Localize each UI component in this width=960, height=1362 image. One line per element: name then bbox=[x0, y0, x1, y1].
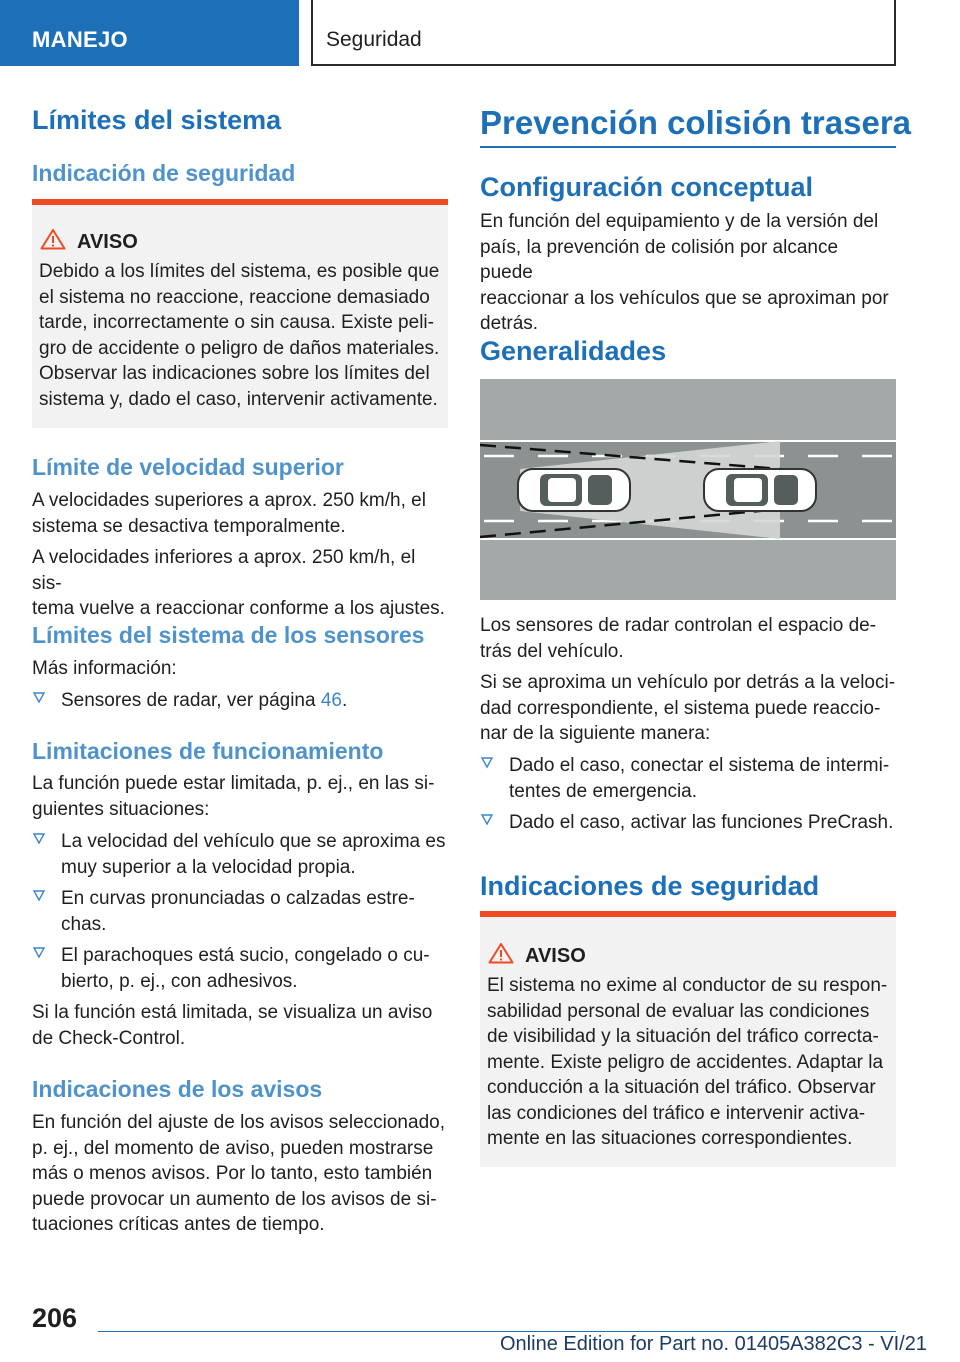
warning-box-1 bbox=[32, 199, 448, 428]
list-item bbox=[32, 829, 448, 881]
page-number: 206 bbox=[32, 1303, 78, 1333]
warning-line: El sistema no exime al conductor de su respon- bbox=[487, 975, 888, 996]
bullet-text-end: . bbox=[341, 690, 348, 711]
warning-line: sabilidad personal de evaluar las condiciones bbox=[487, 1000, 870, 1022]
paragraph-generalidades-1 bbox=[480, 613, 896, 664]
text-line: tuaciones críticas antes de tiempo. bbox=[32, 1214, 325, 1235]
paragraph-generalidades-2 bbox=[480, 670, 896, 747]
section-tab bbox=[0, 0, 299, 66]
heading-limites-sistema: Límites del sistema bbox=[32, 105, 282, 135]
bullet-line: chas. bbox=[61, 913, 107, 935]
text-line: detrás. bbox=[480, 313, 539, 334]
heading-indicacion-seguridad: Indicación de seguridad bbox=[32, 160, 296, 186]
own-vehicle bbox=[518, 469, 630, 511]
heading-indicaciones-avisos: Indicaciones de los avisos bbox=[32, 1076, 323, 1102]
warning-line: las condiciones del tráfico e intervenir activa- bbox=[487, 1102, 866, 1124]
bullet-triangle-icon bbox=[32, 946, 46, 960]
text-line: Si la función está limitada, se visualiza un aviso bbox=[32, 1002, 433, 1023]
heading-configuracion: Configuración conceptual bbox=[480, 172, 814, 202]
paragraph-velocidad-2 bbox=[32, 545, 448, 622]
bullet-line: tentes de emergencia. bbox=[509, 780, 698, 802]
bullet-triangle-icon bbox=[32, 691, 46, 705]
warning-line: sistema y, dado el caso, intervenir activamente. bbox=[39, 388, 438, 410]
warning-line: Debido a los límites del sistema, es posible que bbox=[39, 261, 440, 282]
paragraph-configuracion bbox=[480, 209, 896, 337]
text-line: En función del equipamiento y de la versión del bbox=[480, 211, 879, 232]
warning-triangle-icon bbox=[488, 942, 514, 964]
warning-line: mente. Existe peligro de accidentes. Adaptar la bbox=[487, 1051, 884, 1073]
text-line: p. ej., del momento de aviso, pueden mostrarse bbox=[32, 1137, 434, 1159]
paragraph-mas-info: Más información: bbox=[32, 658, 177, 679]
text-line: trás del vehículo. bbox=[480, 640, 624, 662]
bullet-line: En curvas pronunciadas o calzadas estre- bbox=[61, 888, 415, 909]
heading-generalidades: Generalidades bbox=[480, 336, 667, 366]
bullet-text: Sensores de radar, ver página bbox=[61, 690, 321, 711]
warning-line: gro de accidente o peligro de daños materiales. bbox=[39, 337, 440, 359]
section-title: MANEJO bbox=[32, 27, 128, 52]
paragraph-limitaciones-outro bbox=[32, 1000, 448, 1051]
bullet-triangle-icon bbox=[480, 756, 494, 770]
text-line: Los sensores de radar controlan el espacio de- bbox=[480, 615, 877, 636]
text-line: nar de la siguiente manera: bbox=[480, 723, 711, 744]
footer-rule bbox=[98, 1331, 896, 1332]
warning-line: mente en las situaciones correspondientes. bbox=[487, 1128, 853, 1149]
paragraph-limitaciones-intro bbox=[32, 771, 448, 822]
list-item bbox=[32, 943, 448, 995]
bullet-line: muy superior a la velocidad propia. bbox=[61, 856, 356, 878]
text-line: país, la prevención de colisión por alcance puede bbox=[480, 236, 839, 283]
heading-limites-sensores: Límites del sistema de los sensores bbox=[32, 622, 425, 648]
text-line: En función del ajuste de los avisos seleccionado, bbox=[32, 1112, 445, 1133]
list-item bbox=[480, 753, 896, 805]
footer-edition: Online Edition for Part no. 01405A382C3 - VI/21 bbox=[500, 1333, 927, 1355]
bullet-line: El parachoques está sucio, congelado o cu- bbox=[61, 945, 430, 966]
heading-prevencion-colision: Prevención colisión trasera bbox=[480, 104, 912, 141]
paragraph-avisos bbox=[32, 1110, 448, 1238]
heading-indicaciones-seguridad: Indicaciones de seguridad bbox=[480, 871, 820, 901]
warning-line: tarde, incorrectamente o sin causa. Existe peli- bbox=[39, 312, 434, 333]
warning-title: AVISO bbox=[77, 231, 138, 253]
heading-rule bbox=[480, 146, 896, 148]
approaching-vehicle bbox=[704, 469, 816, 511]
list-item bbox=[480, 810, 896, 836]
bullet-line: La velocidad del vehículo que se aproxima es bbox=[61, 831, 446, 852]
paragraph-velocidad-1 bbox=[32, 488, 448, 539]
heading-limitaciones: Limitaciones de funcionamiento bbox=[32, 738, 384, 764]
heading-limite-velocidad: Límite de velocidad superior bbox=[32, 454, 344, 480]
warning-line: el sistema no reaccione, reaccione demasiado bbox=[39, 286, 430, 308]
chapter-title: Seguridad bbox=[326, 28, 422, 51]
text-line: de Check-Control. bbox=[32, 1027, 186, 1049]
bullet-triangle-icon bbox=[480, 813, 494, 827]
bullet-triangle-icon bbox=[32, 832, 46, 846]
text-line: guientes situaciones: bbox=[32, 798, 210, 820]
bullet-triangle-icon bbox=[32, 889, 46, 903]
text-line: La función puede estar limitada, p. ej., en las si- bbox=[32, 773, 435, 794]
page-link[interactable]: 46 bbox=[320, 690, 342, 711]
text-line: A velocidades superiores a aprox. 250 km/h, el bbox=[32, 490, 426, 511]
warning-line: Observar las indicaciones sobre los límites del bbox=[39, 363, 430, 384]
list-item bbox=[32, 886, 448, 938]
warning-title: AVISO bbox=[525, 945, 586, 967]
warning-box-2 bbox=[480, 911, 896, 1167]
warning-line: conducción a la situación del tráfico. Observar bbox=[487, 1077, 876, 1098]
warning-body bbox=[487, 973, 891, 1152]
warning-body bbox=[39, 259, 443, 412]
text-line: más o menos avisos. Por lo tanto, esto también bbox=[32, 1163, 433, 1184]
bullet-line: bierto, p. ej., con adhesivos. bbox=[61, 970, 298, 992]
text-line: dad correspondiente, el sistema puede reaccio- bbox=[480, 697, 881, 719]
warning-triangle-icon bbox=[40, 228, 66, 250]
chapter-header bbox=[311, 0, 896, 66]
list-item bbox=[32, 688, 448, 714]
warning-line: de visibilidad y la situación del tráfico correcta- bbox=[487, 1026, 879, 1047]
text-line: tema vuelve a reaccionar conforme a los ajustes. bbox=[32, 598, 445, 619]
text-line: reaccionar a los vehículos que se aproximan por bbox=[480, 287, 889, 309]
bullet-line: Dado el caso, activar las funciones PreCrash. bbox=[509, 812, 894, 833]
rear-collision-diagram bbox=[480, 379, 896, 600]
text-line: sistema se desactiva temporalmente. bbox=[32, 515, 346, 537]
bullet-line: Dado el caso, conectar el sistema de intermi- bbox=[509, 755, 890, 776]
text-line: Si se aproxima un vehículo por detrás a la veloci- bbox=[480, 672, 896, 693]
text-line: puede provocar un aumento de los avisos de si- bbox=[32, 1188, 437, 1210]
text-line: A velocidades inferiores a aprox. 250 km/h, el sis- bbox=[32, 547, 416, 594]
